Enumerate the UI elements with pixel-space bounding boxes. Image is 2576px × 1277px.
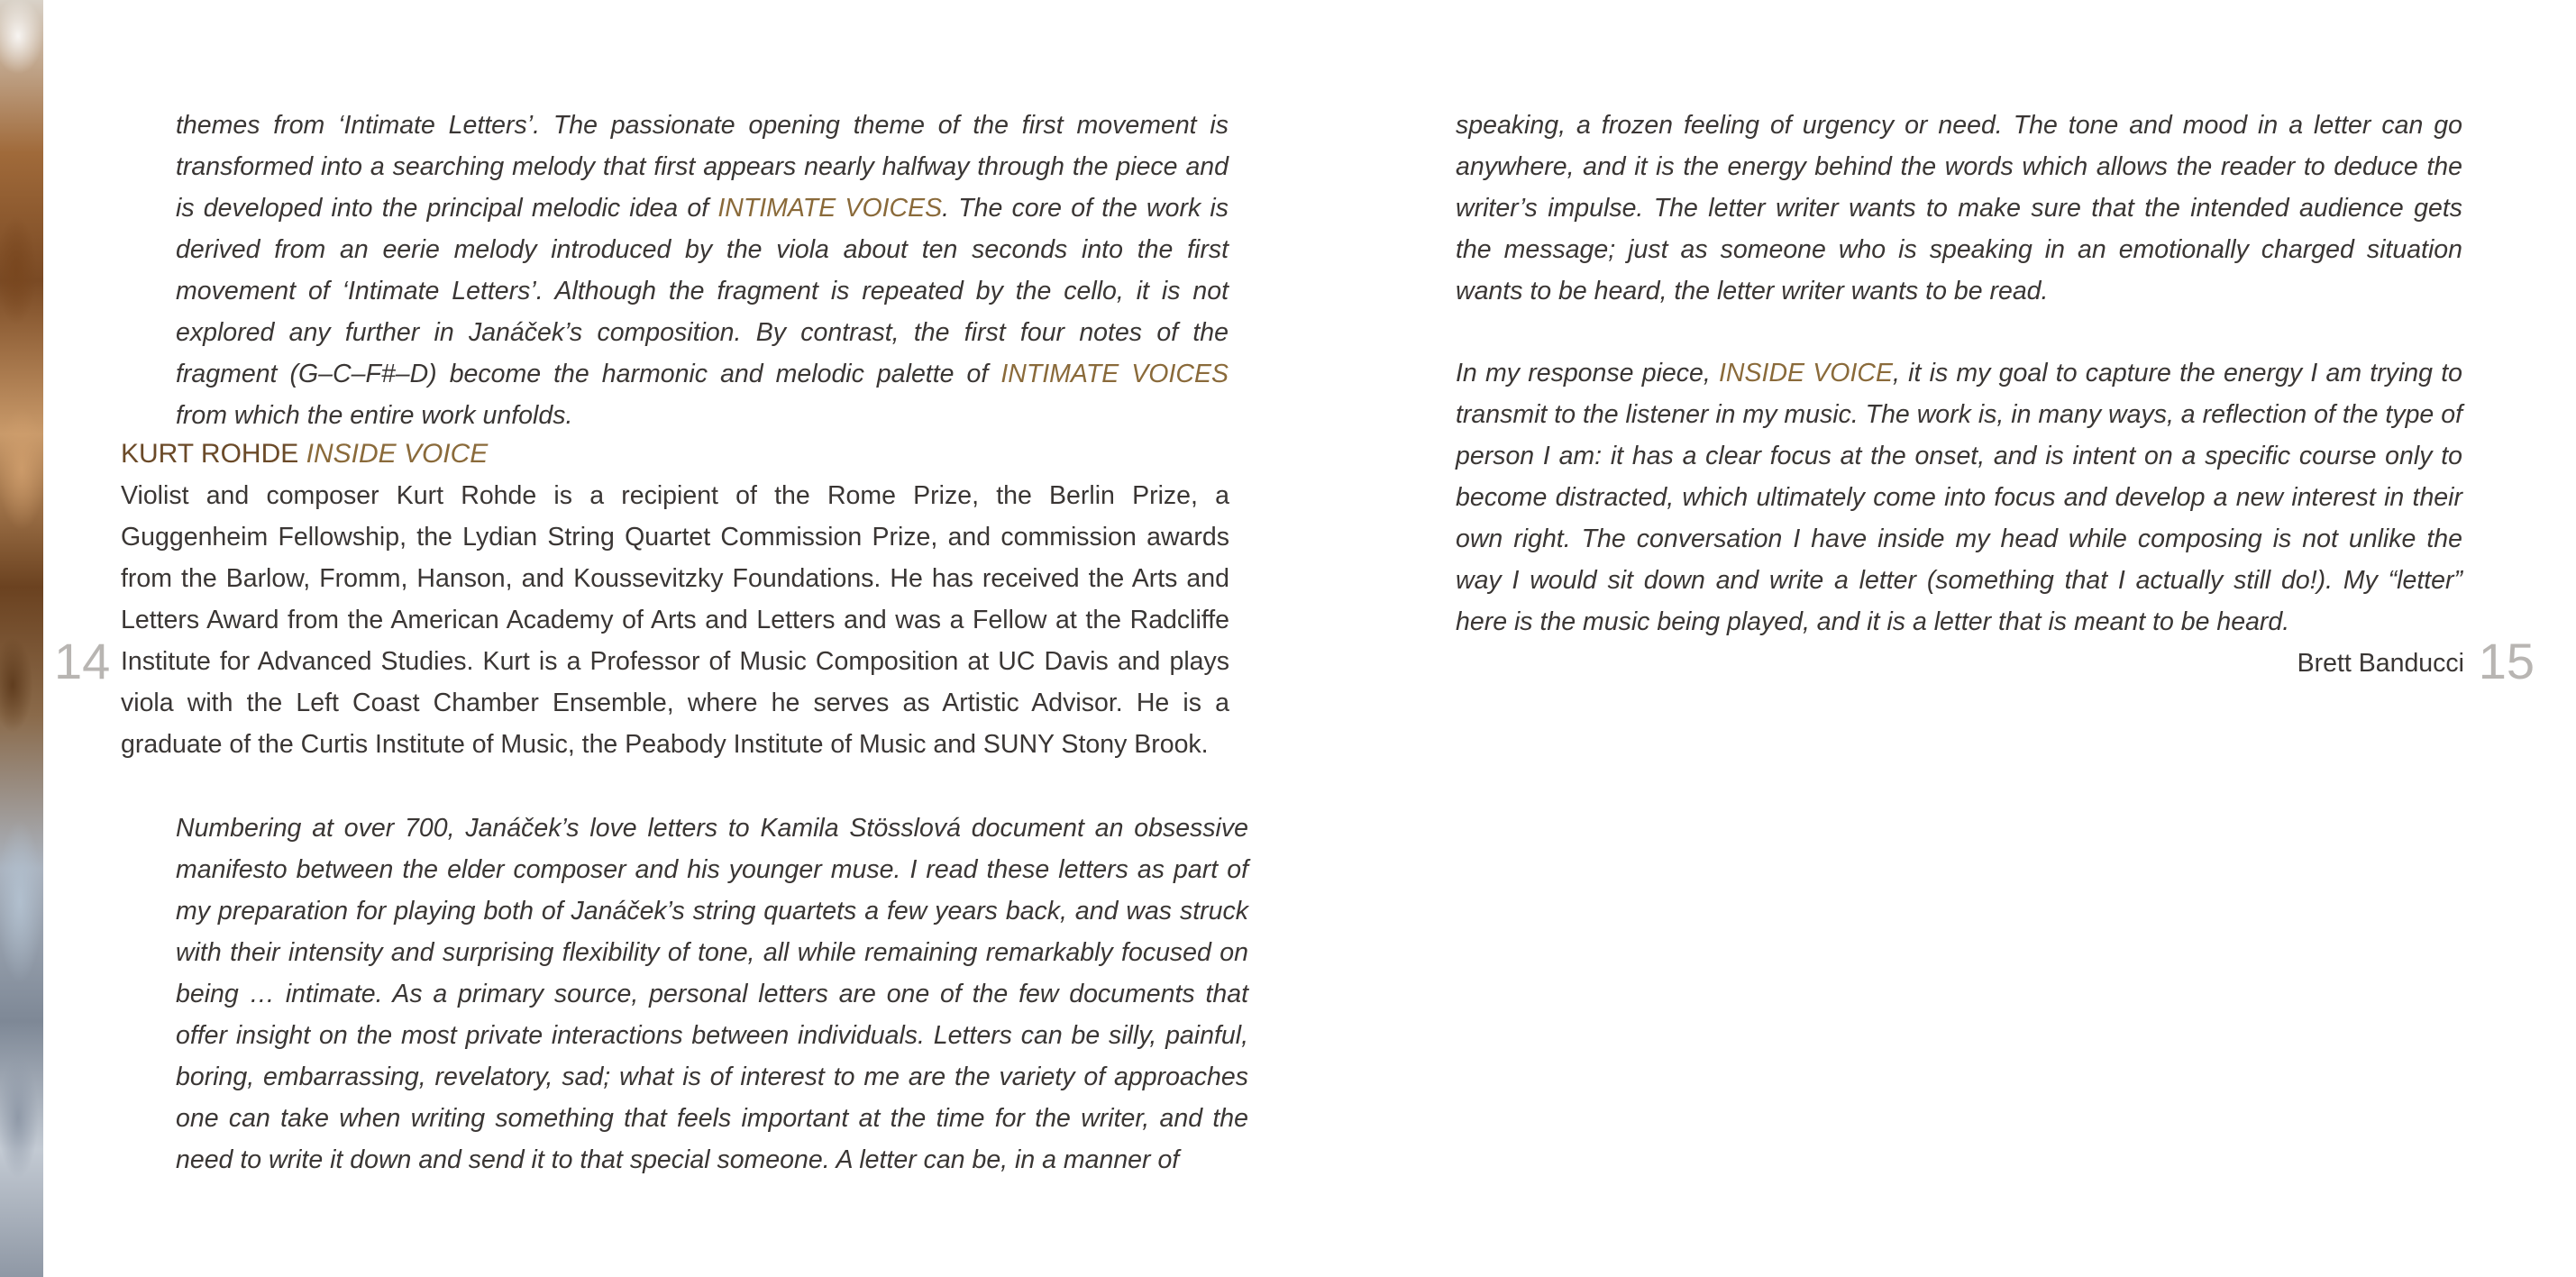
right-page: [1288, 0, 2576, 1277]
text-run: . The core of the work is derived from an eerie melody introduced by the viola about ten seconds into the first movement of ‘Intimate Letters’. Although the fragment is repeated by the cello, it is not explored any further in Janáček’s composition. By contrast, the first four notes of the fragment (G–C–F#–D) become the harmonic and melodic palette of: [176, 194, 1229, 388]
text-run: from which the entire work unfolds.: [176, 401, 573, 430]
left-page: [43, 0, 1288, 1277]
text-run: In my response piece,: [1456, 359, 1720, 388]
composer-name: KURT ROHDE: [121, 439, 299, 469]
page-number: 14: [54, 633, 111, 689]
work-title-inside-voice: INSIDE VOICE: [1719, 359, 1893, 388]
text-run: themes from ‘Intimate Letters’. The passionate opening theme of the first movement is transformed into a searching melody that first appears nearly halfway through the piece and is developed into the principal melodic idea of: [176, 111, 1229, 223]
page-number: 15: [2478, 633, 2535, 689]
composer-bio: Violist and composer Kurt Rohde is a recipient of the Rome Prize, the Berlin Prize, a Guggenheim Fellowship, the Lydian String Quartet Commission Prize, and commission awards from the Barlow, Fromm, Hanson, and Koussevitzky Foundations. He has received the Arts and Letters Award from the American Academy of Arts and Letters and was a Fellow at the Radcliffe Institute for Advanced Studies. Kurt is a Professor of Music Composition at UC Davis and plays viola with the Left Coast Chamber Ensemble, where he serves as Artistic Advisor. He is a graduate of the Curtis Institute of Music, the Peabody Institute of Music and SUNY Stony Brook.: [121, 481, 1229, 759]
work-title-inside-voice: INSIDE VOICE: [306, 439, 489, 469]
work-title-intimate-voices: INTIMATE VOICES: [717, 194, 943, 223]
signature: Brett Banducci: [2297, 649, 2464, 678]
composer-heading: [121, 433, 488, 475]
quote-continuation: speaking, a frozen feeling of urgency or need. The tone and mood in a letter can go anywhere, and it is the energy behind the words which allows the reader to deduce the writer’s impulse. The letter writer wants to make sure that the intended audience gets the message; just as someone who is speaking in an emotionally charged situation wants to be heard, the letter writer wants to be read.: [1456, 111, 2462, 306]
quote-paragraph: [1456, 352, 2462, 643]
work-title-intimate-voices: INTIMATE VOICES: [1000, 360, 1229, 388]
program-note-paragraph: [176, 105, 1229, 436]
composer-quote: Numbering at over 700, Janáček’s love letters to Kamila Stösslová document an obsessive manifesto between the elder composer and his younger muse. I read these letters as part of my preparation for playing both of Janáček’s string quartets a few years back, and was struck with their intensity and surprising flexibility of tone, all while remaining remarkably focused on being … intimate. As a primary source, personal letters are one of the few documents that offer insight on the most private interactions between individuals. Letters can be silly, painful, boring, embarrassing, revelatory, sad; what is of interest to me are the variety of approaches one can take when writing something that feels important at the time for the writer, and the need to write it down and send it to that special someone. A letter can be, in a manner of: [176, 814, 1248, 1174]
cover-photo-edge: [0, 0, 43, 1277]
text-run: , it is my goal to capture the energy I am trying to transmit to the listener in my music. The work is, in many ways, a reflection of the type of person I am: it has a clear focus at the onset, and is intent on a specific course only to become distracted, which ultimately come into focus and develop a new interest in their own right. The conversation I have inside my head while composing is not unlike the way I would sit down and write a letter (something that I actually still do!). My “letter” here is the music being played, and it is a letter that is meant to be heard.: [1456, 359, 2463, 636]
